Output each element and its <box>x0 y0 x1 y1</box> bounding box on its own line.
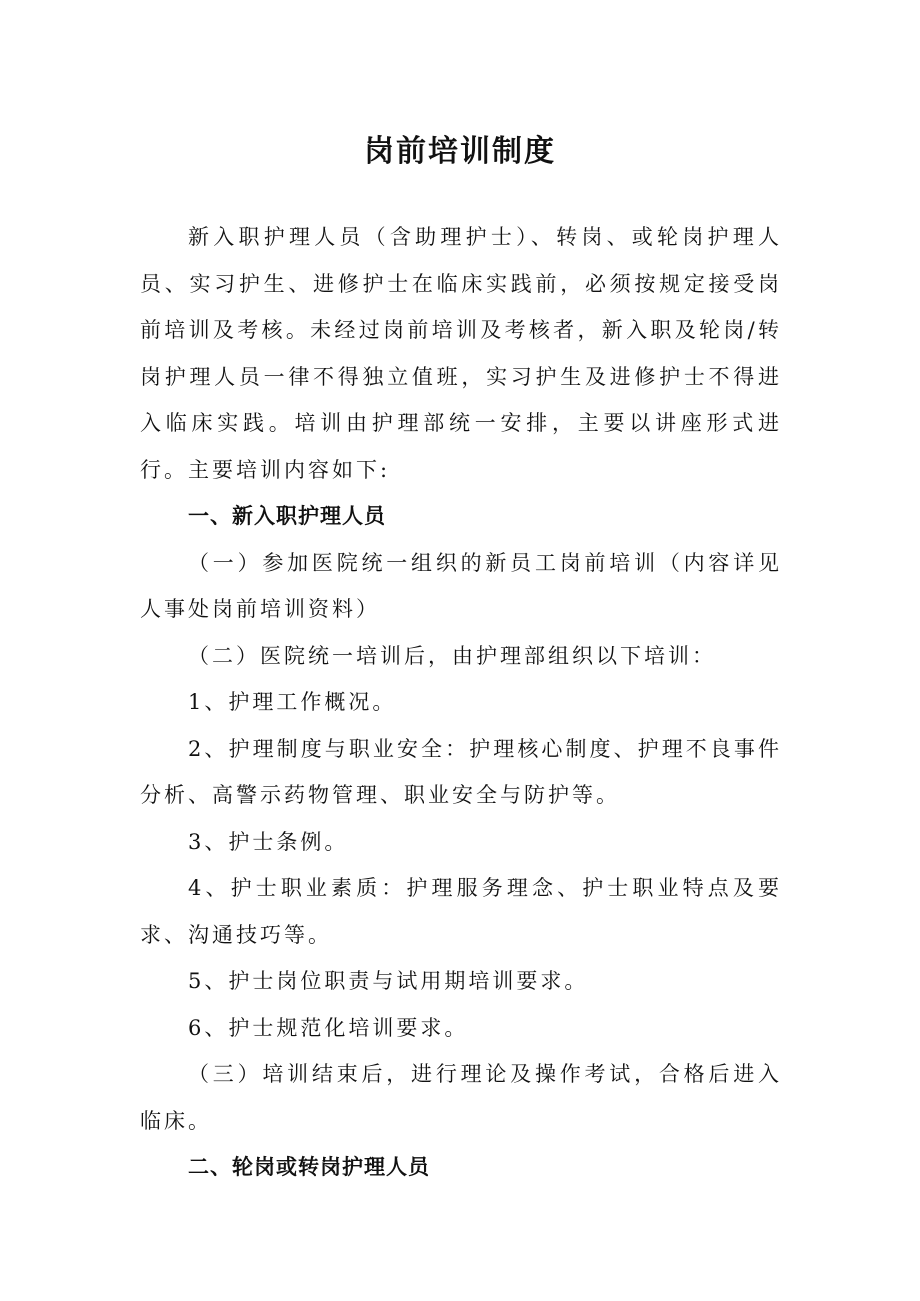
section-heading-2: 二、轮岗或转岗护理人员 <box>188 1155 430 1179</box>
list-item: 2、护理制度与职业安全：护理核心制度、护理不良事件分析、高警示药物管理、职业安全与防护等。 <box>140 736 782 807</box>
intro-paragraph: 新入职护理人员（含助理护士）、转岗、或轮岗护理人员、实习护生、进修护士在临床实践前，必须按规定接受岗前培训及考核。未经过岗前培训及考核者，新入职及轮岗/转岗护理人员一律不得独立值班，实习护生及进修护士不得进入临床实践。培训由护理部统一安排，主要以讲座形式进行。主要培训内容如下: <box>140 225 782 482</box>
document-title: 岗前培训制度 <box>364 134 556 169</box>
section1-sub2: （二）医院统一培训后，由护理部组织以下培训： <box>188 643 716 668</box>
list-item: 6、护士规范化培训要求。 <box>188 1015 469 1040</box>
section1-sub3: （三）培训结束后，进行理论及操作考试，合格后进入临床。 <box>140 1062 782 1133</box>
document-body <box>140 214 782 1191</box>
list-item: 5、护士岗位职责与试用期培训要求。 <box>188 969 589 993</box>
section1-sub1: （一）参加医院统一组织的新员工岗前培训（内容详见人事处岗前培训资料） <box>140 550 782 621</box>
section-heading-1: 一、新入职护理人员 <box>188 504 386 528</box>
list-item: 3、护士条例。 <box>188 829 349 854</box>
list-item: 4、护士职业素质：护理服务理念、护士职业特点及要求、沟通技巧等。 <box>140 876 782 947</box>
list-item: 1、护理工作概况。 <box>188 690 397 714</box>
